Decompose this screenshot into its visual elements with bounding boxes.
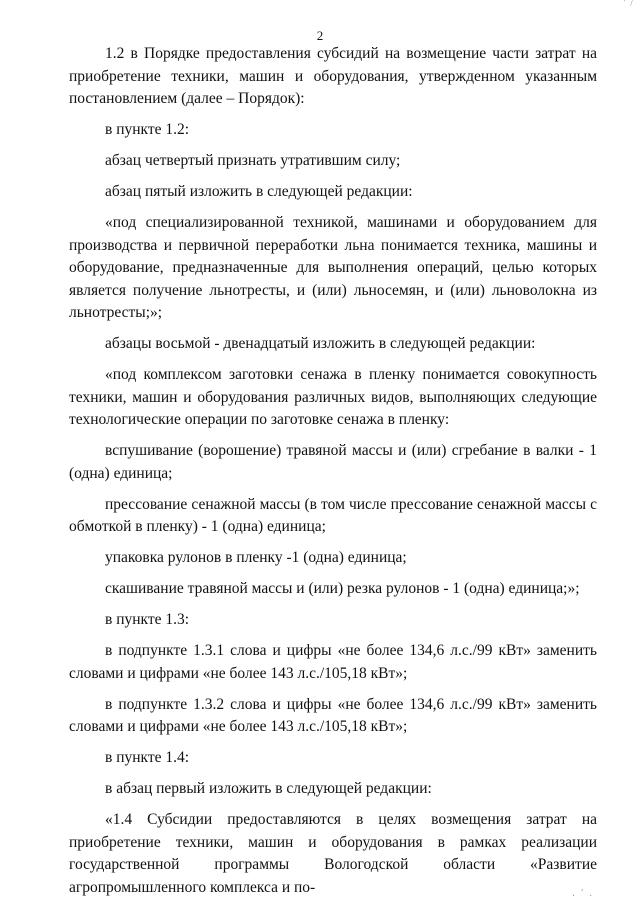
scan-mark-top: ' /	[623, 0, 634, 9]
paragraph-haylage-complex: «под комплексом заготовки сенажа в пленку понимается совокупность техники, машин и оборудования различных видов, выполняющих следующие технологические операции по заготовке сенажа в пленку:	[69, 366, 597, 428]
paragraph-subpoint-1-3-1: в подпункте 1.3.1 слова и цифры «не более 134,6 л.с./99 кВт» заменить словами и цифрами «не более 143 л.с./105,18 кВт»;	[69, 642, 597, 682]
paragraph-eighth-twelfth: абзацы восьмой - двенадцатый изложить в следующей редакции:	[105, 335, 536, 352]
paragraph-fourth-void: абзац четвертый признать утратившим силу;	[105, 152, 401, 169]
paragraph-subsidies-1-4: «1.4 Субсидии предоставляются в целях возмещения затрат на приобретение техники, машин и оборудования в рамках реализации государственной программы Вологодской области «Развитие агропромышленного комплекса и по-	[69, 811, 597, 896]
paragraph-first-edit: в абзац первый изложить в следующей редакции:	[105, 780, 432, 797]
paragraph-point-1-3: в пункте 1.3:	[105, 611, 190, 628]
paragraph-subpoint-1-3-2: в подпункте 1.3.2 слова и цифры «не более 134,6 л.с./99 кВт» заменить словами и цифрами «не более 143 л.с./105,18 кВт»;	[69, 695, 597, 735]
scan-mark-bottom: . ' .	[572, 888, 594, 899]
paragraph-flax-definition: «под специализированной техникой, машинами и оборудованием для производства и первичной переработки льна понимается техника, машины и оборудование, предназначенные для выполнения операций, целью которых является получение льнотресты, и (или) льносемян, и (или) льноволокна из льнотресты;»;	[69, 214, 597, 321]
paragraph-point-1-2: в пункте 1.2:	[105, 121, 190, 138]
paragraph-wrapping: упаковка рулонов в пленку -1 (одна) единица;	[105, 549, 407, 566]
document-body	[69, 43, 597, 908]
paragraph-mowing: скашивание травяной массы и (или) резка рулонов - 1 (одна) единица;»;	[105, 580, 580, 597]
page-number: 2	[316, 28, 324, 43]
paragraph-1-2-intro: 1.2 в Порядке предоставления субсидий на возмещение части затрат на приобретение техники, машин и оборудования, утвержденном указанным постановлением (далее – Порядок):	[69, 45, 597, 107]
paragraph-point-1-4: в пункте 1.4:	[105, 749, 190, 766]
paragraph-fifth-edit: абзац пятый изложить в следующей редакции:	[105, 183, 413, 200]
paragraph-tedding: вспушивание (ворошение) травяной массы и (или) сгребание в валки - 1 (одна) единица;	[69, 442, 597, 482]
paragraph-pressing: прессование сенажной массы (в том числе прессование сенажной массы с обмоткой в пленку) - 1 (одна) единица;	[69, 495, 597, 535]
